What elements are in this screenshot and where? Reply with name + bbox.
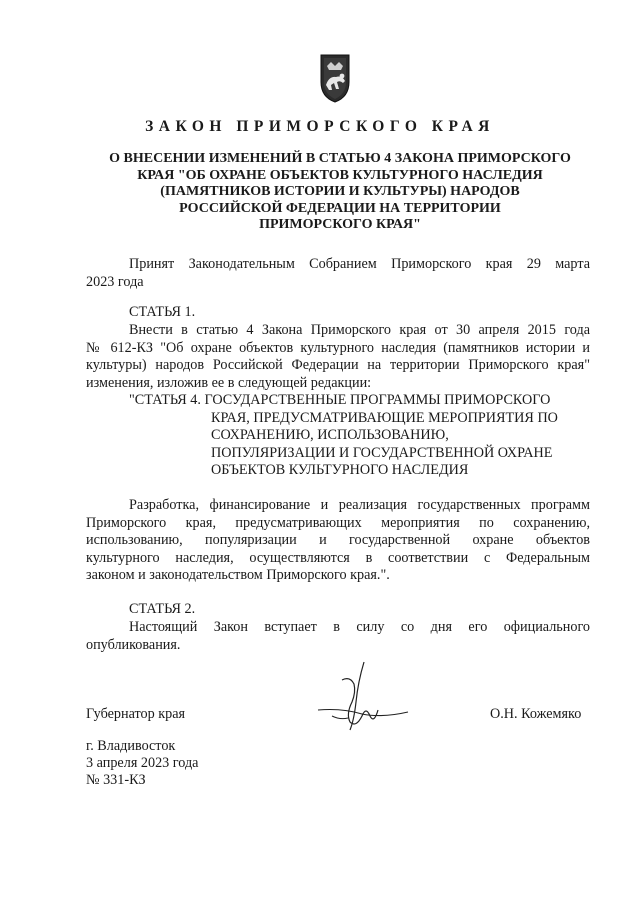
new-article-text <box>86 497 590 585</box>
subtitle-line: КРАЯ "ОБ ОХРАНЕ ОБЪЕКТОВ КУЛЬТУРНОГО НАСЛЕДИЯ <box>137 167 543 183</box>
subtitle-line: О ВНЕСЕНИИ ИЗМЕНЕНИЙ В СТАТЬЮ 4 ЗАКОНА ПРИМОРСКОГО <box>109 151 571 166</box>
paragraph-line: использованию, популяризации и государственной охране объектов <box>86 532 590 548</box>
handwritten-signature <box>312 658 412 738</box>
paragraph-line: Принят Законодательным Собранием Приморского края 29 марта <box>129 256 590 272</box>
paragraph-line: культурного наследия, осуществляются в соответствии с Федеральным <box>86 549 590 566</box>
paragraph-line: опубликования. <box>86 636 181 653</box>
signatory-name: О.Н. Кожемяко <box>490 706 582 722</box>
subtitle-line: (ПАМЯТНИКОВ ИСТОРИИ И КУЛЬТУРЫ) НАРОДОВ <box>160 184 520 199</box>
article-1-body <box>86 322 590 392</box>
heading-line: КРАЯ, ПРЕДУСМАТРИВАЮЩИЕ МЕРОПРИЯТИЯ ПО <box>211 409 558 426</box>
paragraph-line: Приморского края, предусматривающих мероприятия по сохранению, <box>86 514 590 531</box>
adoption-paragraph <box>86 256 590 291</box>
article-2-label: СТАТЬЯ 2. <box>129 601 196 617</box>
law-subtitle <box>80 151 600 234</box>
heading-line: "СТАТЬЯ 4. ГОСУДАРСТВЕННЫЕ ПРОГРАММЫ ПРИМОРСКОГО <box>129 392 551 408</box>
new-article-heading <box>129 392 558 480</box>
date-line: 3 апреля 2023 года <box>86 755 199 771</box>
law-number: № 331-КЗ <box>86 772 146 788</box>
law-title: ЗАКОН ПРИМОРСКОГО КРАЯ <box>145 118 495 135</box>
paragraph-line: Внести в статью 4 Закона Приморского края от 30 апреля 2015 года <box>129 322 590 338</box>
heading-line: ПОПУЛЯРИЗАЦИИ И ГОСУДАРСТВЕННОЙ ОХРАНЕ <box>211 444 553 461</box>
place-date-number <box>86 738 198 789</box>
coat-of-arms-icon <box>315 52 355 104</box>
subtitle-line: РОССИЙСКОЙ ФЕДЕРАЦИИ НА ТЕРРИТОРИИ <box>179 200 501 216</box>
paragraph-line: культуры) народов Российской Федерации на территории Приморского края" <box>86 357 590 373</box>
paragraph-line: изменения, изложив ее в следующей редакции: <box>86 374 372 391</box>
article-2-body <box>86 619 590 654</box>
paragraph-line: Настоящий Закон вступает в силу со дня его официального <box>129 619 590 635</box>
article-1-label: СТАТЬЯ 1. <box>129 304 196 320</box>
heading-line: СОХРАНЕНИЮ, ИСПОЛЬЗОВАНИЮ, <box>211 427 449 443</box>
signatory-position: Губернатор края <box>86 706 186 722</box>
paragraph-line: законом и законодательством Приморского края.". <box>86 567 390 583</box>
paragraph-line: 2023 года <box>86 273 144 290</box>
heading-line: ОБЪЕКТОВ КУЛЬТУРНОГО НАСЛЕДИЯ <box>211 462 469 478</box>
place-line: г. Владивосток <box>86 738 176 754</box>
subtitle-line: ПРИМОРСКОГО КРАЯ" <box>259 217 421 232</box>
paragraph-line: Разработка, финансирование и реализация государственных программ <box>129 497 590 513</box>
paragraph-line: № 612-КЗ "Об охране объектов культурного наследия (памятников истории и <box>86 339 590 356</box>
